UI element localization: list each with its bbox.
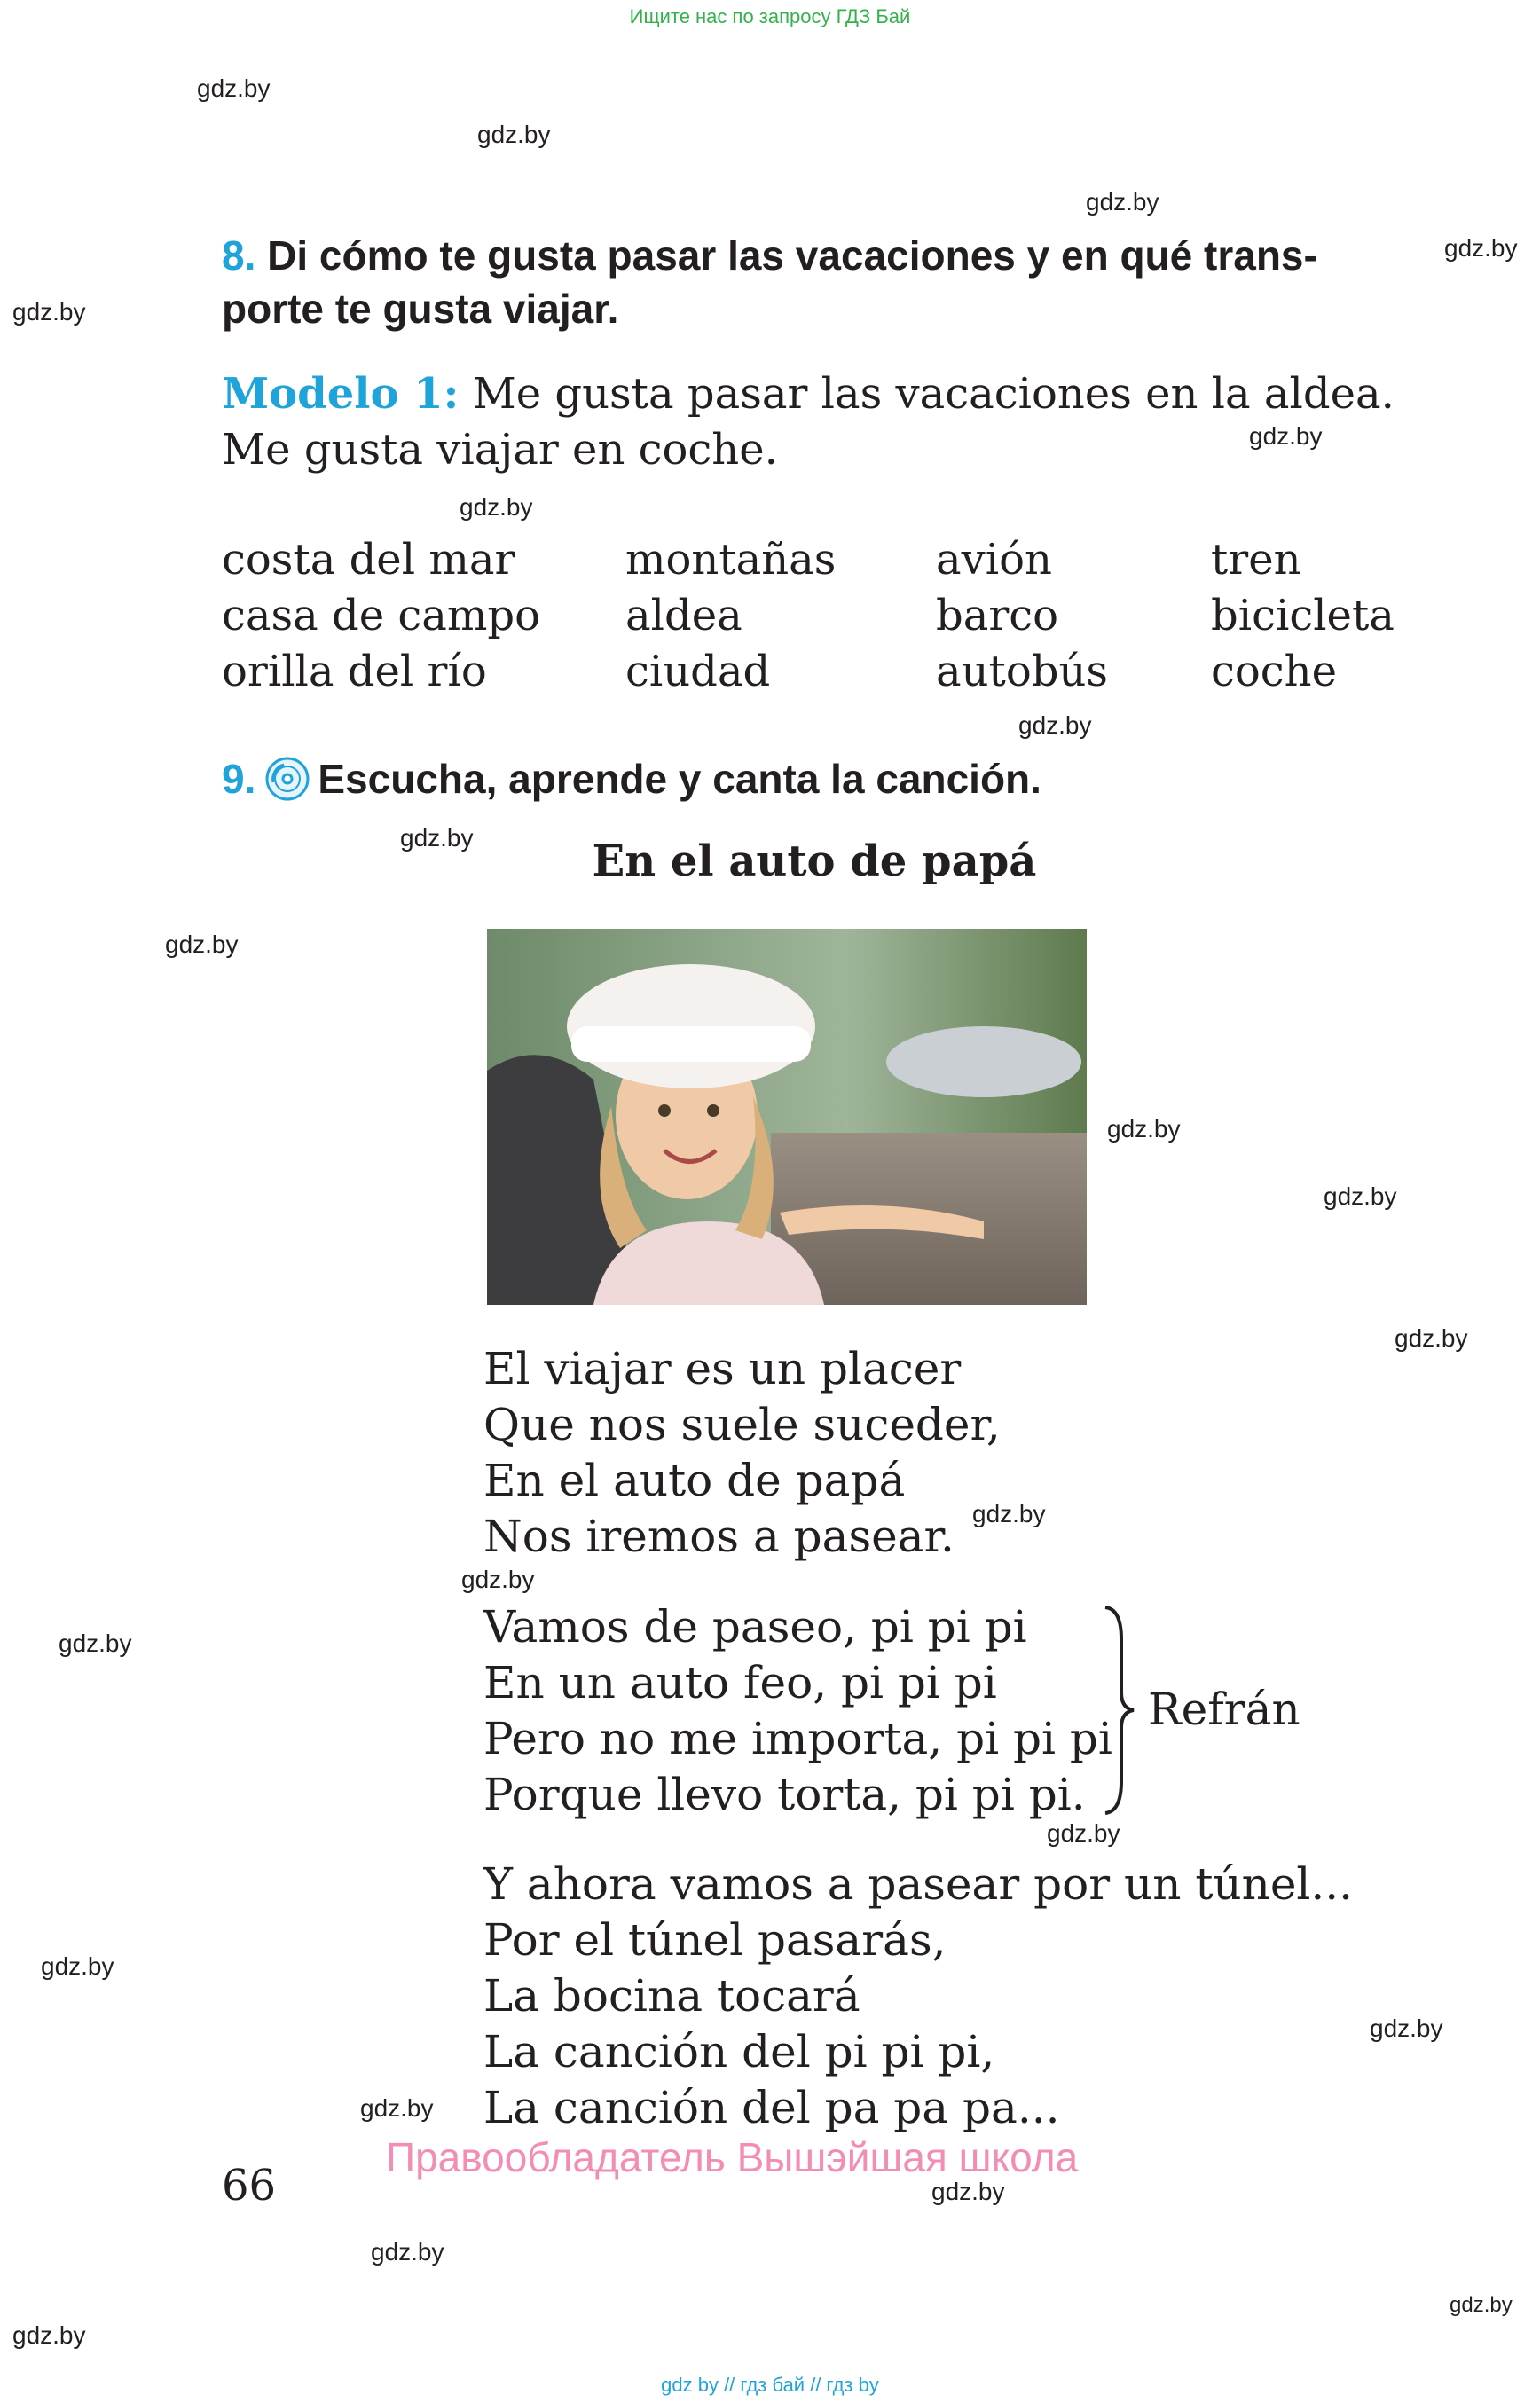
model-text: Me gusta pasar las vacaciones en la aldea.: [472, 369, 1395, 419]
cd-disc-icon: [264, 756, 310, 802]
bottom-links[interactable]: gdz by // гдз бай // гдз by: [661, 2374, 879, 2396]
watermark: gdz.by: [400, 824, 474, 852]
top-banner: Ищите нас по запросу ГДЗ Бай: [629, 5, 911, 27]
watermark: gdz.by: [1395, 1324, 1468, 1352]
watermark: gdz.by: [461, 1566, 535, 1593]
watermark: gdz.by: [41, 1952, 114, 1980]
vocab-word: barco: [936, 591, 1059, 640]
watermark: gdz.by: [1324, 1182, 1397, 1210]
watermark: gdz.by: [1018, 711, 1092, 739]
exercise-8-heading: [222, 229, 1317, 282]
lyric-line: Por el túnel pasarás,: [483, 1914, 947, 1966]
lyric-line: En el auto de papá: [483, 1455, 906, 1506]
copyright-mark: Правообладатель Вышэйшая школа: [386, 2134, 1079, 2180]
lyric-line: La canción del pi pi pi,: [483, 2026, 995, 2077]
watermark: gdz.by: [972, 1500, 1046, 1527]
watermark: gdz.by: [1450, 2293, 1512, 2317]
vocabulary-grid: [222, 532, 1415, 700]
watermark: gdz.by: [165, 931, 239, 958]
vocab-word: autobús: [936, 647, 1108, 696]
girl-in-car-photo: [487, 929, 1087, 1305]
lyric-line: El viajar es un placer: [483, 1343, 962, 1394]
watermark: gdz.by: [1107, 1115, 1181, 1143]
vocab-word: casa de campo: [222, 591, 541, 640]
exercise-number: 9.: [222, 756, 256, 802]
vocab-word: orilla del río: [222, 647, 487, 696]
song-stanza-3: [483, 1857, 1353, 2136]
lyric-line: Porque llevo torta, pi pi pi.: [483, 1769, 1086, 1820]
vocab-word: bicicleta: [1211, 591, 1395, 640]
model-label: Modelo 1:: [222, 369, 460, 419]
lyric-line: Vamos de paseo, pi pi pi: [483, 1601, 1027, 1653]
exercise-8-heading-cont: porte te gusta viajar.: [222, 286, 619, 332]
watermark: gdz.by: [1370, 2014, 1443, 2042]
lyric-line: Y ahora vamos a pasear por un túnel...: [483, 1858, 1354, 1910]
vocab-word: coche: [1211, 647, 1337, 696]
model-line-1: [222, 366, 1395, 422]
watermark: gdz.by: [477, 121, 551, 148]
watermark: gdz.by: [1086, 188, 1159, 216]
refrain-brace: [1102, 1604, 1137, 1820]
vocab-word: avión: [936, 535, 1052, 585]
song-refrain: [483, 1599, 1112, 1823]
vocab-word: montañas: [625, 535, 837, 585]
vocab-word: tren: [1211, 535, 1301, 585]
watermark: gdz.by: [59, 1629, 132, 1657]
vocab-word: aldea: [625, 591, 742, 640]
watermark: gdz.by: [371, 2238, 444, 2266]
page-number: 66: [222, 2161, 277, 2211]
lyric-line: Que nos suele suceder,: [483, 1399, 1001, 1450]
watermark: gdz.by: [360, 2094, 434, 2122]
exercise-number: 8.: [222, 232, 256, 279]
lyric-line: La canción del pa pa pa...: [483, 2082, 1060, 2133]
vocab-word: costa del mar: [222, 535, 515, 585]
refrain-label: Refrán: [1148, 1684, 1300, 1735]
watermark: gdz.by: [12, 298, 86, 326]
exercise-9-heading: [222, 752, 1041, 805]
exercise-instruction: Di cómo te gusta pasar las vacaciones y en qué trans-: [267, 232, 1317, 279]
lyric-line: Nos iremos a pasear.: [483, 1511, 955, 1562]
lyric-line: La bocina tocará: [483, 1970, 860, 2022]
song-stanza-1: [483, 1341, 1001, 1565]
lyric-line: En un auto feo, pi pi pi: [483, 1657, 997, 1708]
watermark: gdz.by: [931, 2178, 1005, 2205]
model-line-2: Me gusta viajar en coche.: [222, 425, 778, 475]
watermark: gdz.by: [1249, 422, 1323, 450]
watermark: gdz.by: [460, 493, 533, 521]
watermark: gdz.by: [1047, 1819, 1120, 1847]
watermark: gdz.by: [1444, 234, 1518, 262]
lyric-line: Pero no me importa, pi pi pi: [483, 1713, 1112, 1764]
exercise-instruction: Escucha, aprende y canta la canción.: [318, 756, 1041, 802]
watermark: gdz.by: [12, 2321, 86, 2349]
vocab-word: ciudad: [625, 647, 771, 696]
song-title: En el auto de papá: [592, 836, 1037, 886]
watermark: gdz.by: [197, 75, 271, 102]
